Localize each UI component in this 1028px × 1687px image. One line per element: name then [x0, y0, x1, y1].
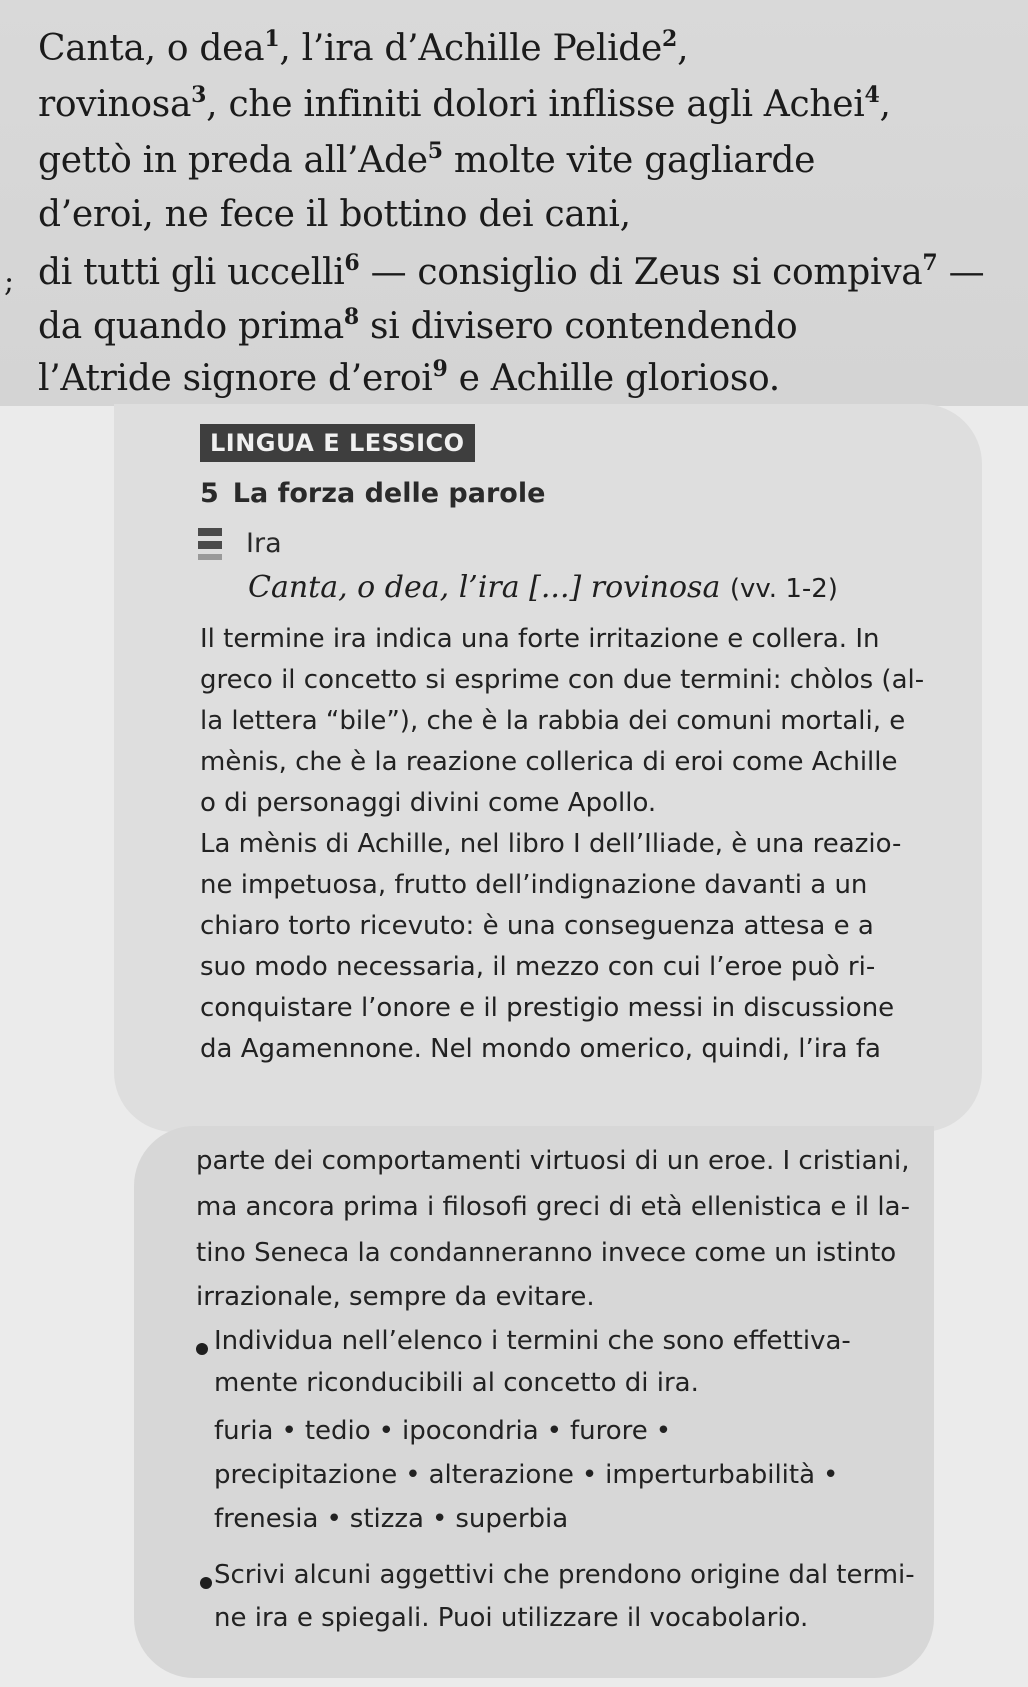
task2-line: ne ira e spiegali. Puoi utilizzare il vocabolario.	[214, 1603, 809, 1633]
quote-ref: (vv. 1-2)	[729, 574, 838, 604]
body-line: La mènis di Achille, nel libro I dell’Iliade, è una reazio-	[200, 829, 902, 859]
body-line: parte dei comportamenti virtuosi di un eroe. I cristiani,	[196, 1146, 910, 1176]
body-line: greco il concetto si esprime con due termini: chòlos (al-	[200, 665, 925, 695]
task1-line: Individua nell’elenco i termini che sono effettiva-	[214, 1326, 851, 1356]
body-line: ne impetuosa, frutto dell’indignazione davanti a un	[200, 870, 868, 900]
task2-line: Scrivi alcuni aggettivi che prendono origine dal termi-	[214, 1560, 915, 1590]
exercise-number: 5	[200, 478, 219, 509]
word-list-line: furia • tedio • ipocondria • furore •	[214, 1416, 672, 1446]
poem-line-7: l’Atride signore d’eroi$^9$ e Achille glorioso.	[38, 356, 780, 399]
body-line: la lettera “bile”), che è la rabbia dei comuni mortali, e	[200, 706, 906, 736]
section-label: LINGUA E LESSICO	[200, 424, 475, 462]
word-list-line: precipitazione • alterazione • imperturbabilità •	[214, 1460, 839, 1490]
poem-line-2: rovinosa$^3$, che infiniti dolori inflisse agli Achei$^4$,	[38, 82, 891, 125]
body-line: da Agamennone. Nel mondo omerico, quindi, l’ira fa	[200, 1034, 881, 1064]
exercise-title-text: La forza delle parole	[232, 478, 546, 509]
poem-block	[0, 0, 1028, 406]
poem-line-6: da quando prima$^8$ si divisero contendendo	[38, 304, 798, 347]
tag-bars-icon	[198, 528, 222, 574]
poem-line-4: d’eroi, ne fece il bottino dei cani,	[38, 194, 631, 235]
exercise-title	[200, 478, 545, 509]
quote-text: Canta, o dea, l’ira [...] rovinosa	[248, 570, 721, 605]
body-line: suo modo necessaria, il mezzo con cui l’eroe può ri-	[200, 952, 876, 982]
quote	[248, 570, 838, 605]
body-line: mènis, che è la reazione collerica di eroi come Achille	[200, 747, 898, 777]
margin-mark: ;	[4, 264, 15, 299]
body-line: conquistare l’onore e il prestigio messi in discussione	[200, 993, 895, 1023]
body-line: Il termine ira indica una forte irritazione e collera. In	[200, 624, 880, 654]
word-list-line: frenesia • stizza • superbia	[214, 1504, 569, 1534]
body-line: tino Seneca la condanneranno invece come un istinto	[196, 1238, 897, 1268]
body-line: irrazionale, sempre da evitare.	[196, 1282, 595, 1312]
poem-line-3: gettò in preda all’Ade$^5$ molte vite gagliarde	[38, 138, 816, 181]
bullet-icon	[196, 1343, 208, 1355]
tag-word: Ira	[246, 528, 282, 559]
bullet-icon	[200, 1577, 212, 1589]
poem-line-1: Canta, o dea$^1$, l’ira d’Achille Pelide$^2$,	[38, 26, 689, 69]
body-line: ma ancora prima i filosofi greci di età ellenistica e il la-	[196, 1192, 910, 1222]
body-line: o di personaggi divini come Apollo.	[200, 788, 657, 818]
body-line: chiaro torto ricevuto: è una conseguenza attesa e a	[200, 911, 874, 941]
poem-line-5: di tutti gli uccelli$^6$ — consiglio di Zeus si compiva$^7$ —	[38, 250, 985, 293]
task1-line: mente riconducibili al concetto di ira.	[214, 1368, 699, 1398]
